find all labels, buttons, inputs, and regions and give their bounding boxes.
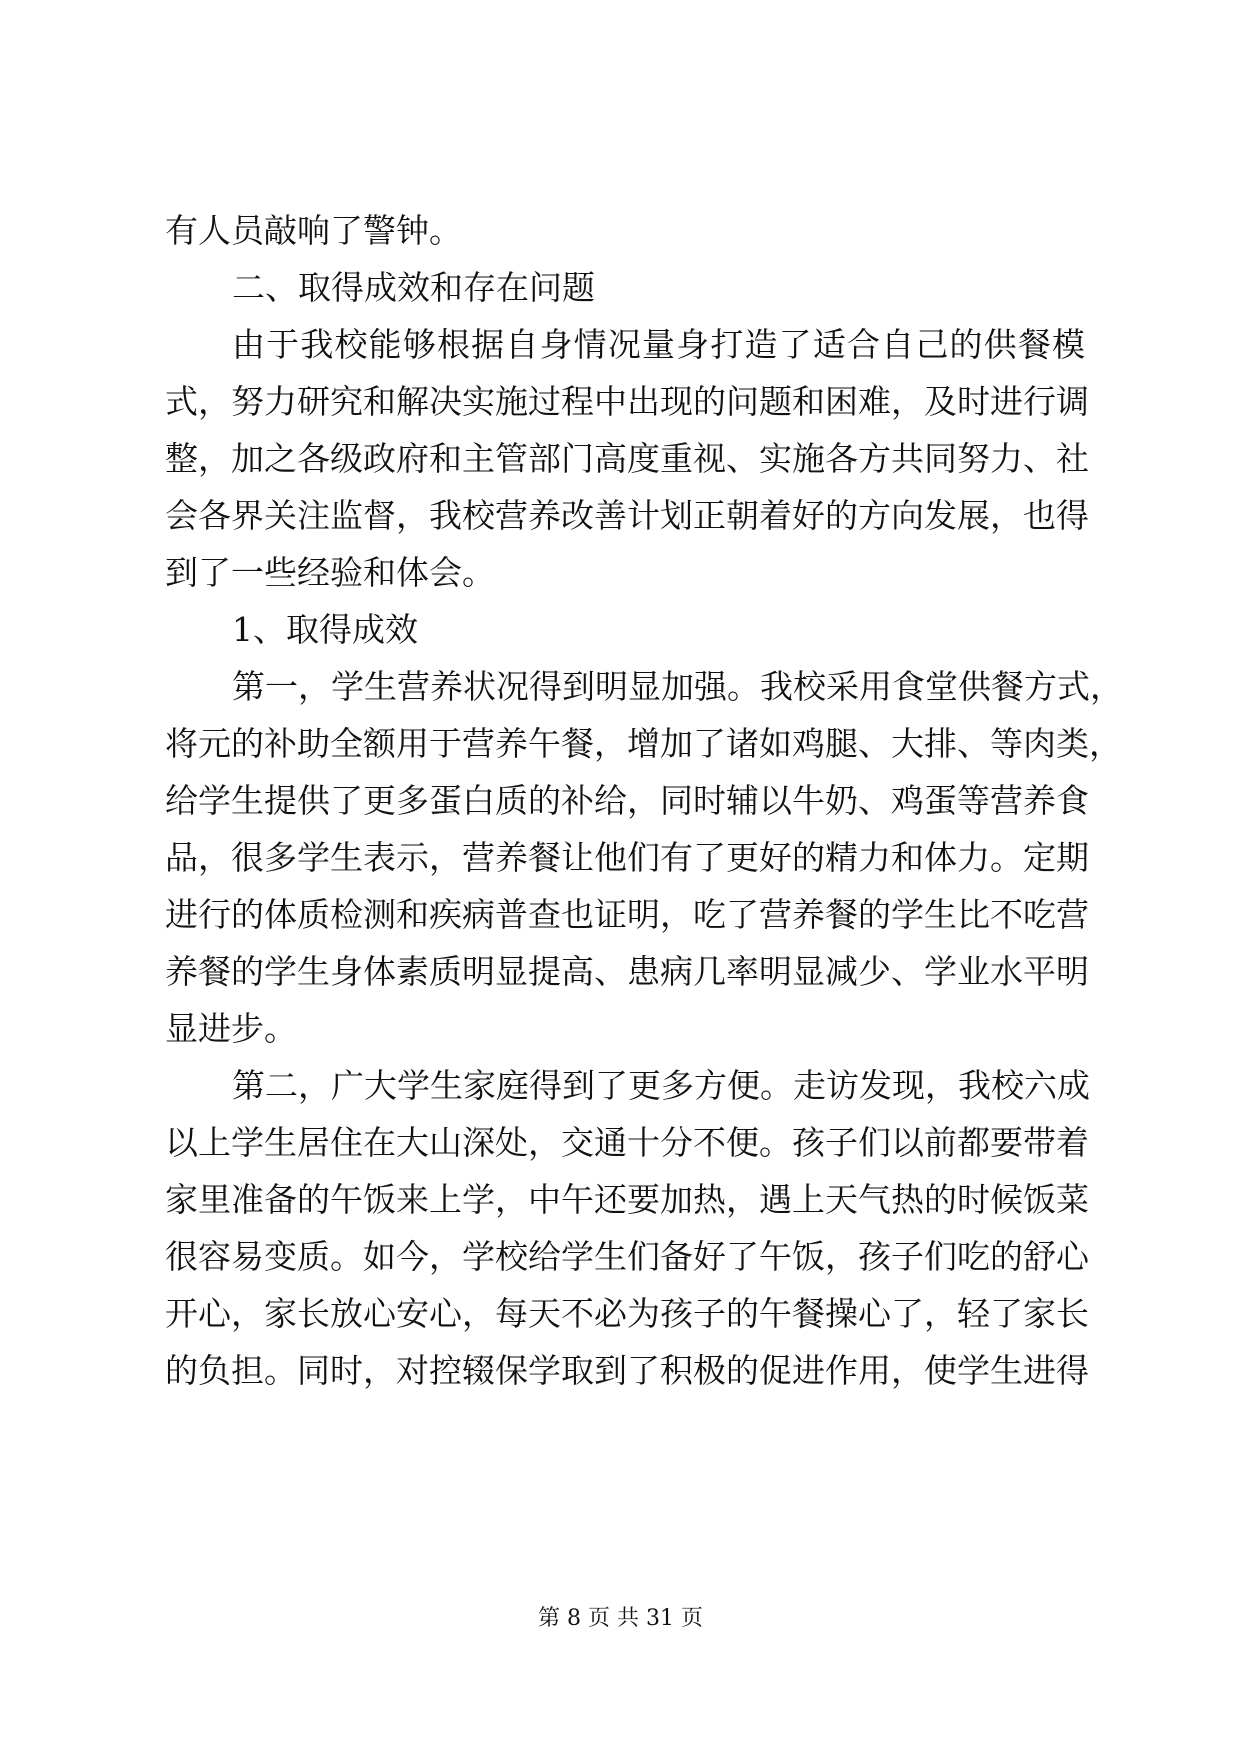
- paragraph-line: 到了一些经验和体会。: [165, 553, 495, 592]
- paragraph-line: 会各界关注监督，我校营养改善计划正朝着好的方向发展，也得: [165, 496, 1089, 535]
- section-heading: 二、取得成效和存在问题: [232, 268, 595, 307]
- paragraph-line: 开心，家长放心安心，每天不必为孩子的午餐操心了，轻了家长: [165, 1294, 1089, 1333]
- paragraph-line: 第一，学生营养状况得到明显加强。我校采用食堂供餐方式，: [232, 667, 1123, 706]
- paragraph-line: 进行的体质检测和疾病普查也证明，吃了营养餐的学生比不吃营: [165, 895, 1089, 934]
- paragraph-line: 第二，广大学生家庭得到了更多方便。走访发现，我校六成: [232, 1066, 1090, 1105]
- page-number-footer: 第 8 页 共 31 页: [538, 1606, 703, 1631]
- paragraph-line: 给学生提供了更多蛋白质的补给，同时辅以牛奶、鸡蛋等营养食: [165, 781, 1089, 820]
- paragraph-line: 整，加之各级政府和主管部门高度重视、实施各方共同努力、社: [165, 439, 1089, 478]
- paragraph-line: 显进步。: [165, 1009, 297, 1048]
- paragraph-line: 养餐的学生身体素质明显提高、患病几率明显减少、学业水平明: [165, 952, 1089, 991]
- subsection-heading: 1、取得成效: [232, 610, 418, 649]
- paragraph-line: 家里准备的午饭来上学，中午还要加热，遇上天气热的时候饭菜: [165, 1180, 1089, 1219]
- paragraph-line: 由于我校能够根据自身情况量身打造了适合自己的供餐模: [232, 325, 1085, 364]
- paragraph-line: 的负担。同时，对控辍保学取到了积极的促进作用，使学生进得: [165, 1351, 1089, 1390]
- paragraph-line: 品，很多学生表示，营养餐让他们有了更好的精力和体力。定期: [165, 838, 1089, 877]
- paragraph-line: 式，努力研究和解决实施过程中出现的问题和困难，及时进行调: [165, 382, 1089, 421]
- paragraph-line: 将元的补助全额用于营养午餐，增加了诸如鸡腿、大排、等肉类，: [165, 724, 1122, 763]
- paragraph-line: 以上学生居住在大山深处，交通十分不便。孩子们以前都要带着: [165, 1123, 1089, 1162]
- paragraph-line: 有人员敲响了警钟。: [165, 211, 462, 250]
- paragraph-line: 很容易变质。如今，学校给学生们备好了午饭，孩子们吃的舒心: [165, 1237, 1089, 1276]
